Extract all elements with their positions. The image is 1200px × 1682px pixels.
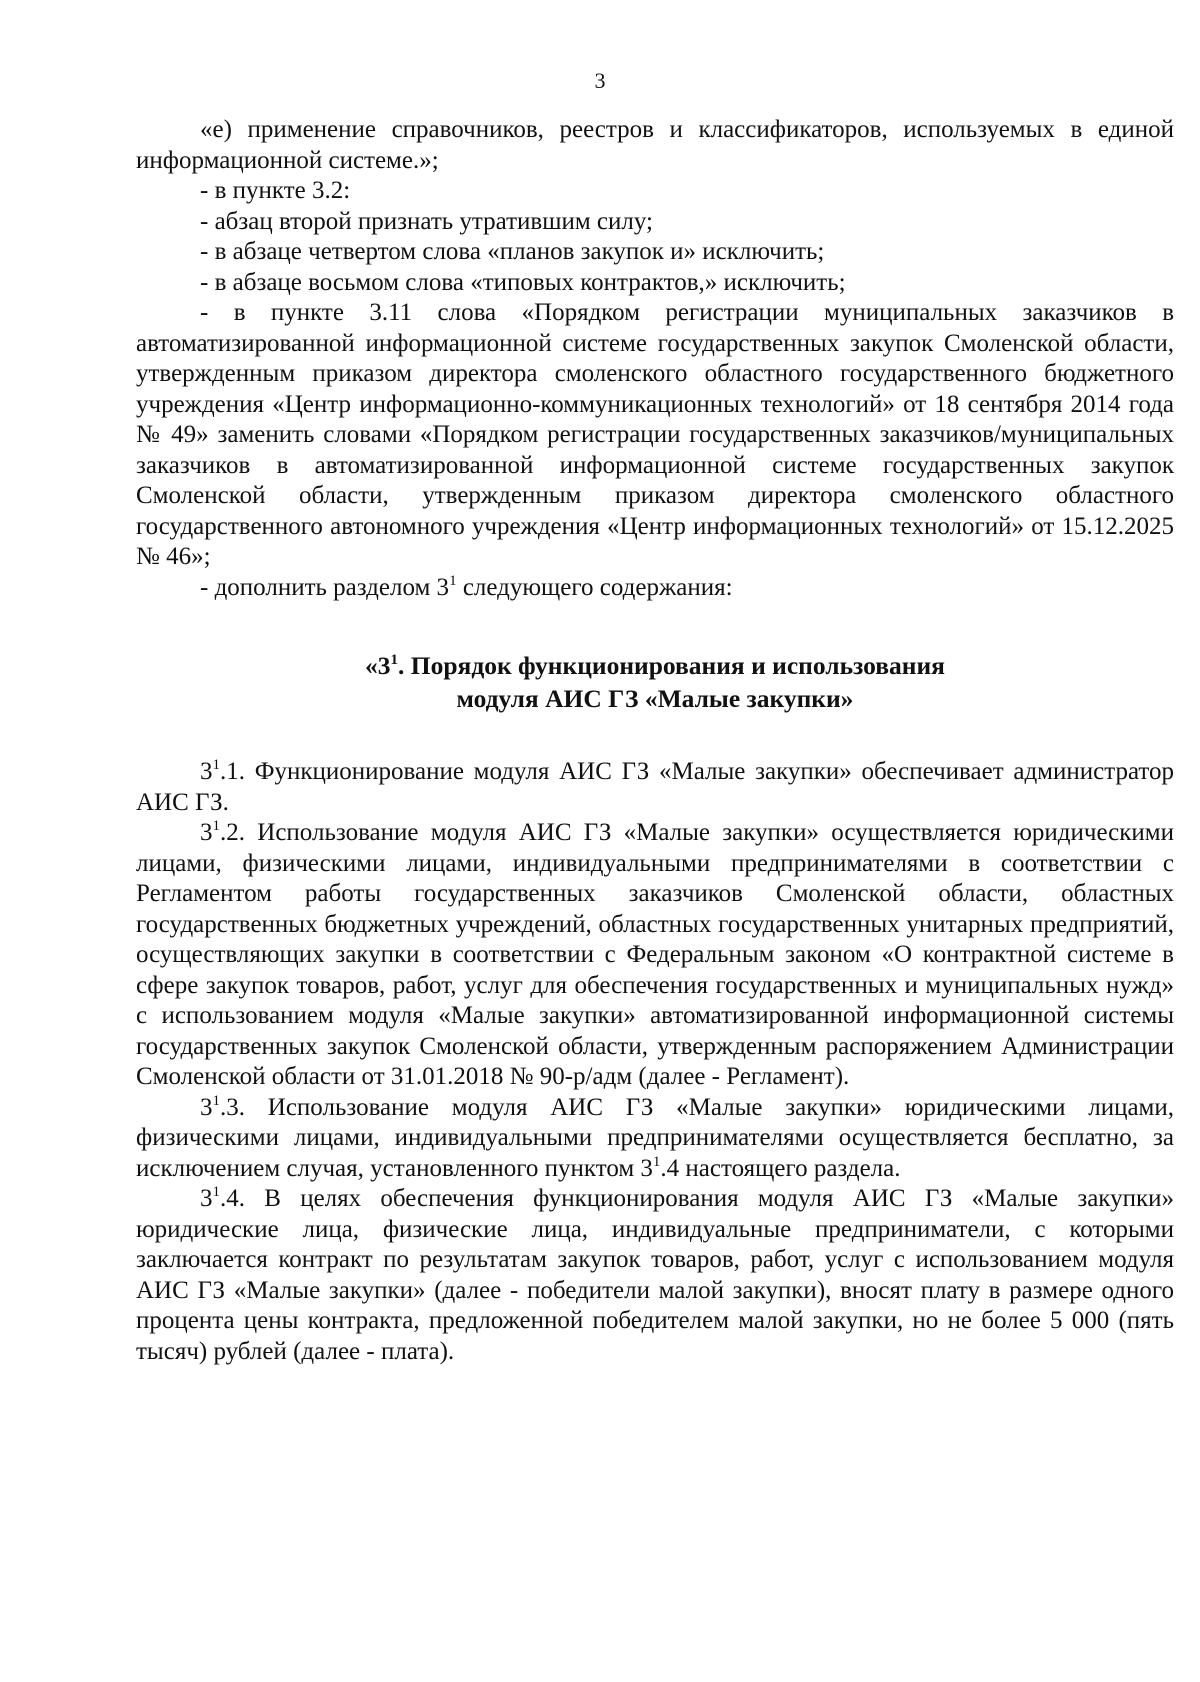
heading-sup: 1 <box>390 652 399 668</box>
item-number-sup: 1 <box>212 818 220 834</box>
section-item-3 <box>136 1093 1174 1185</box>
spacer <box>136 715 1174 757</box>
heading-prefix: «3 <box>365 651 391 680</box>
item-number-sup: 1 <box>212 1184 220 1200</box>
document-body <box>136 115 1174 1367</box>
item-text: Использование модуля АИС ГЗ «Малые закупки» осуществляется юридическими лицами, физическими лицами, индивидуальными предпринимателями в соответствии с Регламентом работы государственных заказчиков Смоленской области, областных государственных бюджетных учреждений, областных государственных унитарных предприятий, осуществляющих закупки в соответствии с Федеральным законом «О контрактной системе в сфере закупок товаров, работ, услуг для обеспечения государственных и муниципальных нужд» с использованием модуля «Малые закупки» автоматизированной информационной системы государственных закупок Смоленской области, утвержденным распоряжением Администрации Смоленской области от 31.01.2018 № 90-р/адм (далее - Регламент). <box>136 819 1174 1090</box>
item-number: 3 <box>200 1185 213 1212</box>
paragraph-clause-3-2: - в пункте 3.2: <box>200 177 351 204</box>
item-text-sup: 1 <box>652 1153 661 1170</box>
item-number-rest: .2. <box>220 819 258 846</box>
paragraph-abzac-4: - в абзаце четвертом слова «планов закупок и» исключить; <box>200 238 825 265</box>
paragraph-add-section <box>136 573 1174 604</box>
page-number: 3 <box>594 68 606 93</box>
item-number-rest: .3. <box>220 1093 268 1121</box>
add-section-text-after: следующего содержания: <box>456 573 733 601</box>
section-item-1 <box>136 757 1174 818</box>
paragraph-abzac-8: - в абзаце восьмом слова «типовых контрактов,» исключить; <box>200 268 846 296</box>
section-heading-line-1 <box>136 649 1174 682</box>
item-number-sup: 1 <box>212 757 220 773</box>
item-number-rest: .4. <box>220 1185 265 1212</box>
heading-title: . Порядок функционирования и использования <box>398 651 945 680</box>
section-item-2 <box>136 818 1174 1093</box>
add-section-sup: 1 <box>449 572 457 589</box>
item-number-sup: 1 <box>212 1092 220 1109</box>
item-text: Использование модуля АИС ГЗ «Малые закупки» юридическими лицами, физическими лицами, индивидуальными предпринимателями осуществляется бесплатно, за исключением случая, установленного пунктом 3 <box>136 1093 1175 1182</box>
item-text: Функционирование модуля АИС ГЗ «Малые закупки» обеспечивает администратор АИС ГЗ. <box>136 758 1174 816</box>
add-section-text-before: - дополнить разделом 3 <box>200 573 450 601</box>
paragraph-item-e: «е) применение справочников, реестров и классификаторов, используемых в единой информационной системе.»; <box>136 116 1174 174</box>
section-item-4 <box>136 1184 1174 1367</box>
spacer <box>136 603 1174 649</box>
item-number: 3 <box>200 1093 213 1121</box>
item-number: 3 <box>200 819 213 846</box>
paragraph-clause-3-11: - в пункте 3.11 слова «Порядком регистрации муниципальных заказчиков в автоматизированной информационной системе государственных закупок Смоленской области, утвержденным приказом директора смоленского областного государственного бюджетного учреждения «Центр информационно-коммуникационных технологий» от 18 сентября 2014 года № 49» заменить словами «Порядком регистрации государственных заказчиков/муниципальных заказчиков в автоматизированной информационной системе государственных закупок Смоленской области, утвержденным приказом директора смоленского областного государственного автономного учреждения «Центр информационных технологий» от 15.12.2025 № 46»; <box>136 299 1174 570</box>
item-text: В целях обеспечения функционирования модуля АИС ГЗ «Малые закупки» юридические лица, физические лица, индивидуальные предприниматели, с которыми заключается контракт по результатам закупок товаров, работ, услуг с использованием модуля АИС ГЗ «Малые закупки» (далее - победители малой закупки), вносят плату в размере одного процента цены контракта, предложенной победителем малой закупки, но не более 5 000 (пять тысяч) рублей (далее - плата). <box>136 1185 1175 1365</box>
item-number-rest: .1. <box>220 758 255 785</box>
item-number: 3 <box>200 758 213 785</box>
item-text-end: .4 настоящего раздела. <box>660 1154 901 1182</box>
section-heading-line-2: модуля АИС ГЗ «Малые закупки» <box>456 684 854 713</box>
paragraph-abzac-2: - абзац второй признать утратившим силу; <box>200 207 653 235</box>
